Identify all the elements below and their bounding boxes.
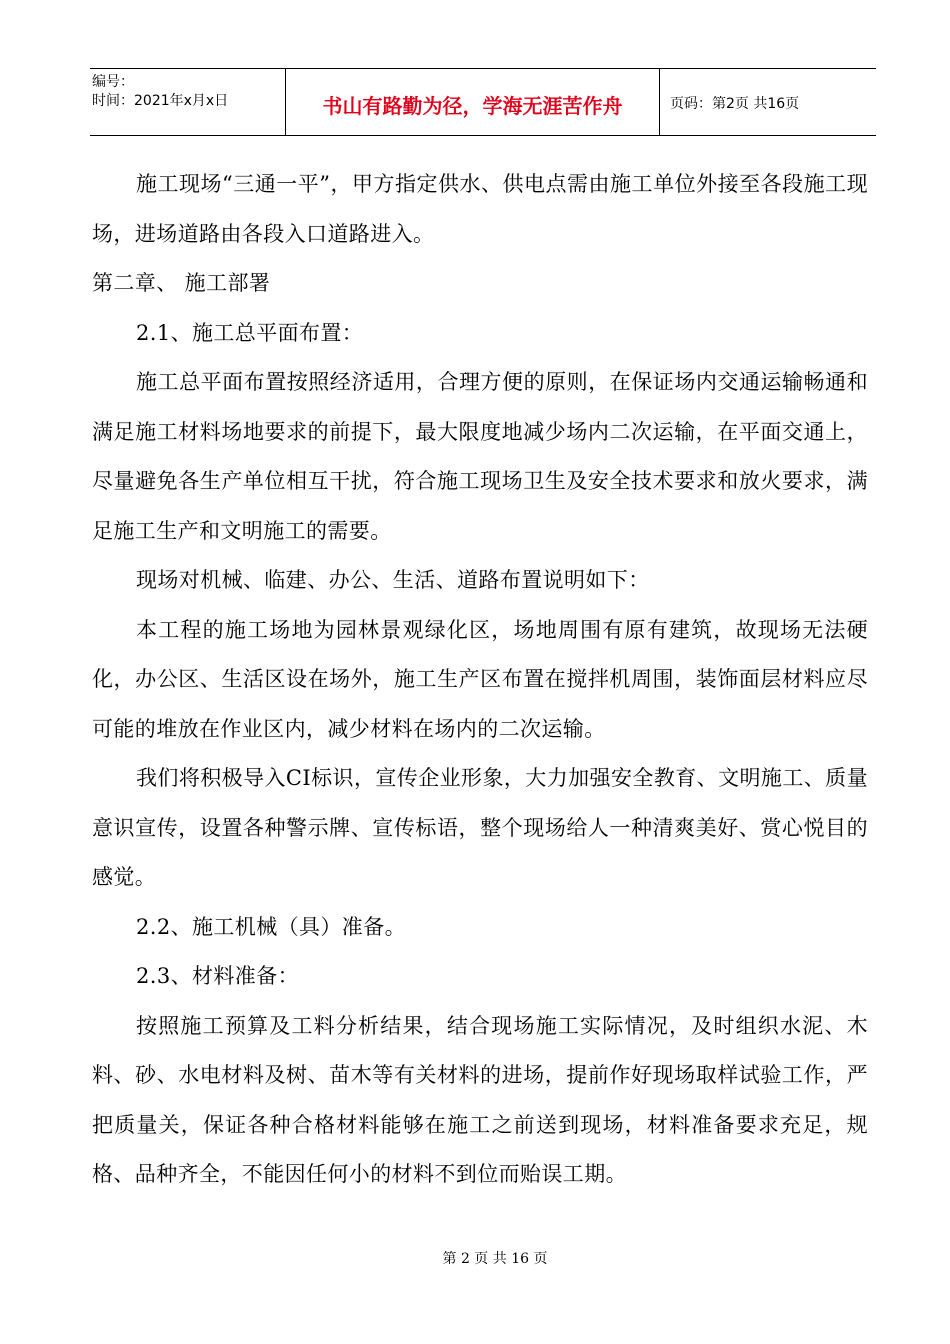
paragraph-site-conditions: 施工现场“三通一平”，甲方指定供水、供电点需由施工单位外接至各段施工现场，进场道路由各段入口道路进入。 (92, 172, 868, 246)
paragraph-layout-principles: 施工总平面布置按照经济适用，合理方便的原则，在保证场内交通运输畅通和满足施工材料场地要求的前提下，最大限度地减少场内二次运输，在平面交通上，尽量避免各生产单位相互干扰，符合施工现场卫生及安全技术要求和放火要求，满足施工生产和文明施工的需要。 (92, 370, 868, 543)
section-heading-2-2: 2.2、施工机械（具）准备。 (136, 914, 406, 939)
document-body (92, 160, 868, 1200)
section-heading-2-3: 2.3、材料准备： (136, 964, 299, 988)
paragraph-layout-intro: 现场对机械、临建、办公、生活、道路布置说明如下： (136, 568, 650, 592)
header-page-info: 页码：第2页 共16页 (670, 96, 800, 112)
paragraph-site-description: 本工程的施工场地为园林景观绿化区，场地周围有原有建筑，故现场无法硬化，办公区、生活区设在场外，施工生产区布置在搅拌机周围，装饰面层材料应尽可能的堆放在作业区内，减少材料在场内的二次运输。 (92, 617, 868, 741)
serial-number-label: 编号： (92, 74, 134, 90)
page-footer: 第 2 页 共 16 页 (442, 1251, 548, 1267)
paragraph-material-prep: 按照施工预算及工料分析结果，结合现场施工实际情况，及时组织水泥、木料、砂、水电材料及树、苗木等有关材料的进场，提前作好现场取样试验工作，严把质量关，保证各种合格材料能够在施工之前送到现场，材料准备要求充足，规格、品种齐全，不能因任何小的材料不到位而贻误工期。 (92, 1013, 868, 1186)
paragraph-ci-identity: 我们将积极导入CI标识，宣传企业形象，大力加强安全教育、文明施工、质量意识宣传，设置各种警示牌、宣传标语，整个现场给人一种清爽美好、赏心悦目的感觉。 (92, 766, 868, 889)
chapter-heading: 第二章、 施工部署 (92, 271, 271, 295)
header-motto: 书山有路勤为径，学海无涯苦作舟 (286, 69, 660, 135)
section-heading-2-1: 2.1、施工总平面布置： (136, 320, 364, 345)
page-header (90, 68, 876, 136)
date-label: 时间：2021年x月x日 (92, 93, 229, 109)
header-meta (90, 69, 286, 135)
